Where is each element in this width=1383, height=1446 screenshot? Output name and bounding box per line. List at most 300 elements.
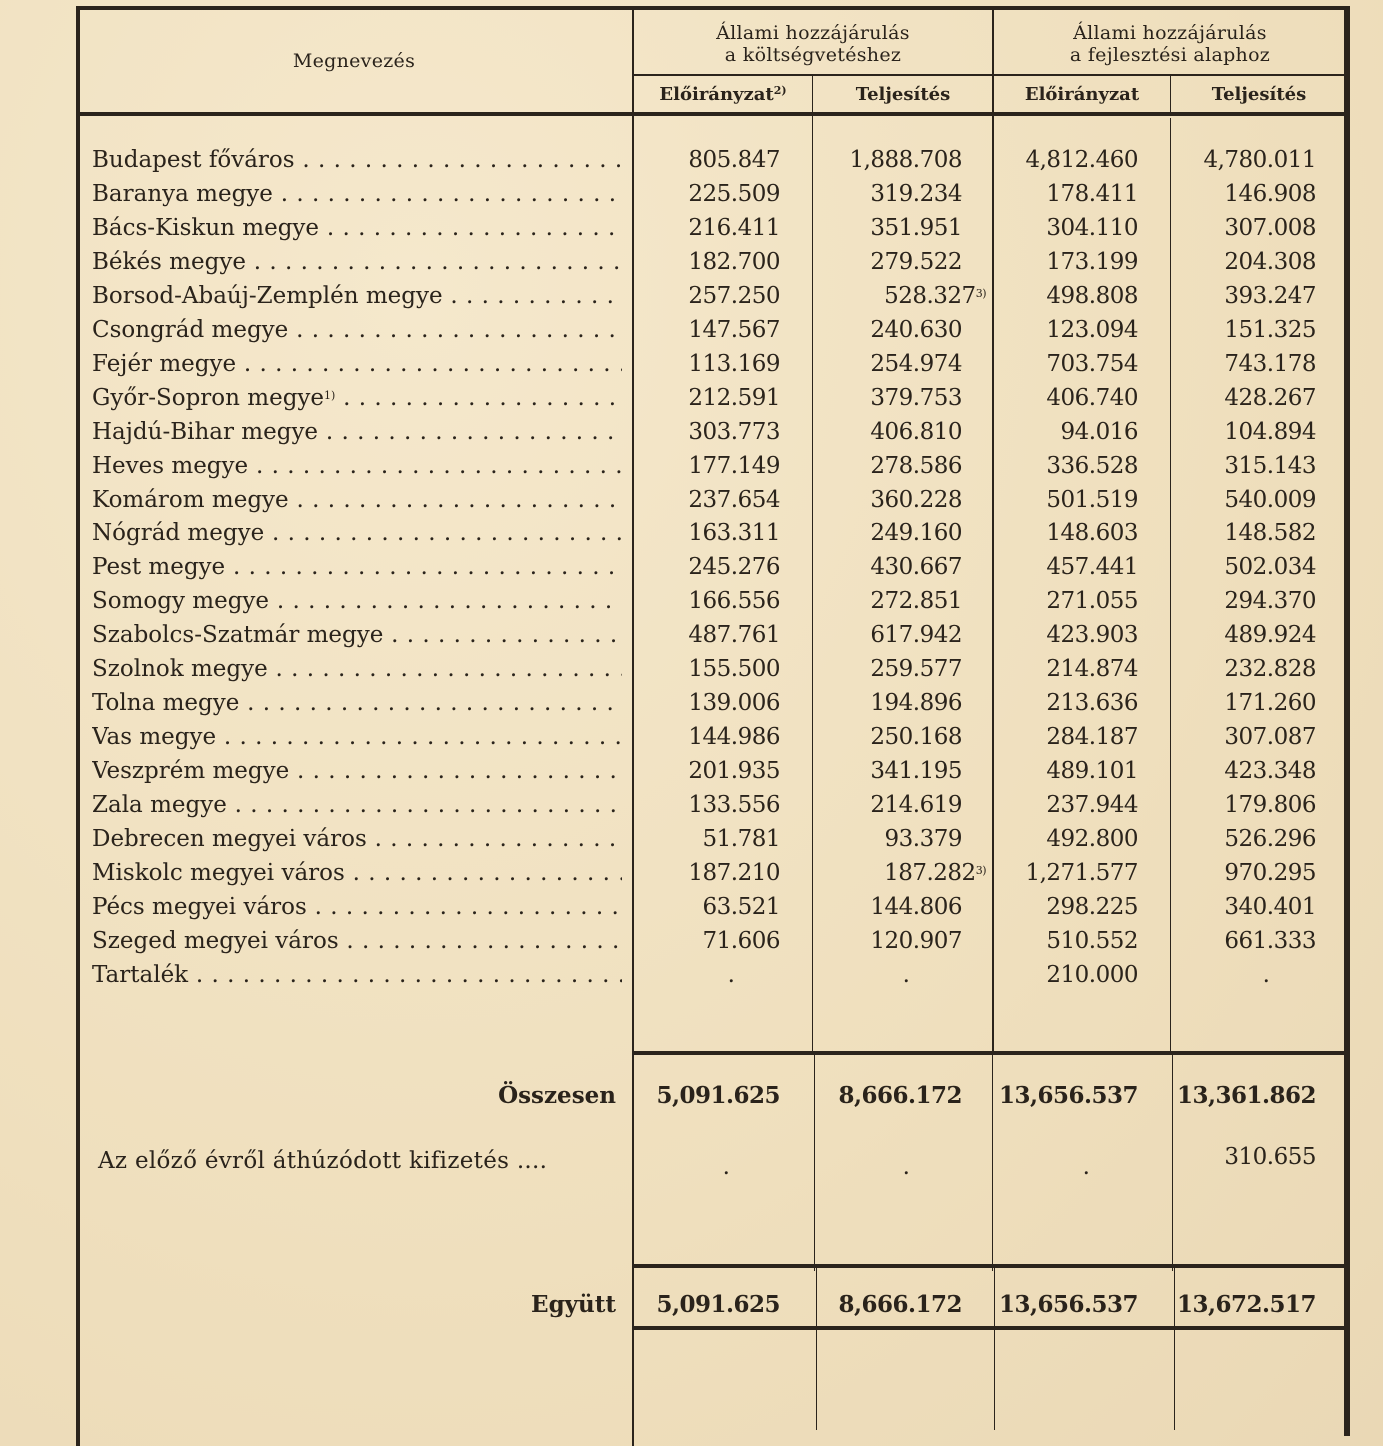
cell-value [636, 958, 826, 992]
table-row [76, 550, 1350, 584]
row-name-text: Tolna megye [92, 690, 240, 717]
row-name-text: Győr-Sopron megye [92, 384, 325, 411]
row-name-text: Baranya megye [92, 180, 273, 207]
cell-value [992, 856, 1138, 890]
cell-value [816, 652, 962, 686]
cell-value-text: 430.667 [870, 554, 962, 581]
cell-value-text: 279.522 [870, 248, 962, 275]
cell-value [992, 279, 1138, 313]
cell-value [1170, 449, 1316, 483]
grand-total-value: 13,656.537 [998, 1291, 1138, 1318]
cell-value-text: 307.087 [1224, 724, 1316, 751]
cell-value [992, 415, 1138, 449]
cell-value-text: 171.260 [1224, 690, 1316, 717]
row-name-text: Miskolc megyei város [92, 859, 345, 886]
cell-value-text: 340.401 [1224, 893, 1316, 920]
cell-value [1170, 618, 1316, 652]
row-name-text: Bács-Kiskun megye [92, 214, 320, 241]
cell-value-text: 155.500 [688, 656, 780, 683]
row-name [92, 415, 622, 449]
total-value: 5,091.625 [656, 1082, 780, 1109]
total-value: 13,656.537 [998, 1082, 1138, 1109]
cell-value [636, 788, 780, 822]
cell-value [992, 516, 1138, 550]
cell-value [816, 618, 962, 652]
cell-value [636, 483, 780, 517]
cell-value [816, 245, 962, 279]
header-sub-col1-label: Előirányzat [659, 84, 774, 105]
cell-value [1170, 516, 1316, 550]
cell-value-text: 502.034 [1224, 554, 1316, 581]
budget-table [76, 6, 1350, 1446]
cell-value-text: 315.143 [1224, 452, 1316, 479]
row-name [92, 686, 622, 720]
cell-value [816, 822, 962, 856]
row-name [92, 856, 622, 890]
grand-total-value: 8,666.172 [838, 1291, 962, 1318]
row-name-text: Szabolcs-Szatmár megye [92, 622, 384, 649]
cell-value-text: 284.187 [1046, 724, 1138, 751]
cell-value-text: 805.847 [688, 147, 780, 173]
cell-value-text: 457.441 [1046, 554, 1138, 581]
row-name [92, 822, 622, 856]
table-row [76, 516, 1350, 550]
cell-value [816, 584, 962, 618]
cell-value [636, 449, 780, 483]
row-name-text: Komárom megye [92, 486, 289, 513]
cell-value [1170, 924, 1316, 958]
cell-value [636, 313, 780, 347]
cell-value [636, 415, 780, 449]
cell-value [992, 381, 1138, 415]
row-name-text: Veszprém megye [92, 758, 290, 785]
cell-value-text: 144.806 [870, 893, 962, 920]
cell-value [636, 890, 780, 924]
cell-value-text: . [902, 961, 910, 988]
cell-value-text: 148.603 [1046, 520, 1138, 547]
table-row [76, 449, 1350, 483]
row-name [92, 618, 622, 652]
cell-value [1170, 177, 1316, 211]
cell-value-text: 204.308 [1224, 248, 1316, 275]
header-sub-col2: Teljesítés [855, 84, 951, 105]
carryover-value: . [722, 1154, 730, 1180]
row-name-text: Borsod-Abaúj-Zemplén megye [92, 282, 443, 309]
cell-value [992, 584, 1138, 618]
total-value: 13,361.862 [1176, 1082, 1316, 1109]
cell-value-text: 278.586 [870, 452, 962, 479]
table-top-border [76, 6, 1350, 10]
cell-value-text: 501.519 [1046, 486, 1138, 513]
cell-value [636, 143, 780, 177]
cell-value-text: 147.567 [688, 316, 780, 343]
row-name [92, 449, 622, 483]
table-row [76, 720, 1350, 754]
row-name-text: Heves megye [92, 452, 249, 479]
cell-value-text: 173.199 [1046, 248, 1138, 275]
cell-value-text: 148.582 [1224, 520, 1316, 547]
row-name-text: Pécs megyei város [92, 893, 307, 920]
row-name-text: Somogy megye [92, 588, 270, 615]
cell-value-text: 428.267 [1224, 384, 1316, 411]
table-row [76, 381, 1350, 415]
cell-value [1170, 347, 1316, 381]
cell-value [636, 211, 780, 245]
cell-value-text: 240.630 [870, 316, 962, 343]
table-row [76, 483, 1350, 517]
cell-value-text: 71.606 [702, 927, 780, 954]
header-group1-line1: Állami hozzájárulás [716, 22, 910, 44]
cell-value [636, 516, 780, 550]
row-name [92, 279, 622, 313]
cell-value-text: 187.210 [688, 859, 780, 886]
table-row [76, 958, 1350, 992]
cell-value [636, 822, 780, 856]
cell-value-text: 423.348 [1224, 758, 1316, 785]
cell-value [992, 313, 1138, 347]
carryover-value: . [902, 1154, 910, 1180]
cell-value-text: 237.944 [1046, 792, 1138, 819]
cell-value-text: 489.924 [1224, 622, 1316, 649]
cell-value-text: 201.935 [688, 758, 780, 785]
header-group2-line1: Állami hozzájárulás [1073, 22, 1267, 44]
grand-total-top-border [632, 1264, 1348, 1268]
cell-value [636, 720, 780, 754]
cell-value [992, 550, 1138, 584]
cell-value-text: 970.295 [1224, 859, 1316, 886]
cell-value-text: 250.168 [870, 724, 962, 751]
cell-value-text: 166.556 [688, 588, 780, 615]
cell-value [816, 924, 962, 958]
row-name-text: Szeged megyei város [92, 927, 339, 954]
cell-value-text: 393.247 [1224, 282, 1316, 309]
grand-total-label: Együtt [531, 1291, 616, 1318]
table-row [76, 686, 1350, 720]
total-row [76, 1079, 1350, 1113]
table-row [76, 822, 1350, 856]
row-name-text: Vas megye [92, 724, 217, 751]
cell-value-text: 182.700 [688, 248, 780, 275]
row-name [92, 143, 622, 177]
row-name [92, 347, 622, 381]
cell-value [1170, 856, 1316, 890]
cell-value [816, 279, 986, 313]
total-top-border [632, 1051, 1348, 1055]
cell-value-text: 336.528 [1046, 452, 1138, 479]
cell-value-text: 510.552 [1046, 927, 1138, 954]
header-sub-col4: Teljesítés [1211, 84, 1307, 105]
cell-value [636, 245, 780, 279]
table-row [76, 245, 1350, 279]
cell-value-text: 254.974 [870, 350, 962, 377]
table-row [76, 924, 1350, 958]
cell-value-text: 271.055 [1046, 588, 1138, 615]
cell-value-text: 528.327 [884, 282, 976, 309]
cell-value [1170, 415, 1316, 449]
row-name [92, 516, 622, 550]
cell-value-text: 163.311 [688, 520, 780, 547]
cell-value [1170, 686, 1316, 720]
cell-value [992, 618, 1138, 652]
carryover-value: . [1082, 1154, 1090, 1180]
cell-value [992, 958, 1138, 992]
cell-value [816, 788, 962, 822]
row-name [92, 584, 622, 618]
total-label: Összesen [498, 1082, 616, 1109]
cell-value [636, 686, 780, 720]
cell-value-text: 272.851 [870, 588, 962, 615]
cell-value-text: 379.753 [870, 384, 962, 411]
cell-value-text: 245.276 [688, 554, 780, 581]
cell-value-text: 133.556 [688, 792, 780, 819]
cell-value [1170, 550, 1316, 584]
grand-total-bottom-border [632, 1326, 1348, 1330]
footnote-marker: 2) [773, 84, 787, 97]
cell-value [1170, 720, 1316, 754]
cell-value [816, 449, 962, 483]
cell-value-text: 144.986 [688, 724, 780, 751]
row-name-text: Debrecen megyei város [92, 826, 367, 852]
footnote-marker: 3) [975, 863, 986, 877]
cell-value [816, 483, 962, 517]
table-row [76, 211, 1350, 245]
total-value: 8,666.172 [838, 1082, 962, 1109]
cell-value-text: 294.370 [1224, 588, 1316, 615]
carryover-label: Az előző évről áthúzódott kifizetés .... [98, 1148, 548, 1174]
cell-value [816, 516, 962, 550]
table-row [76, 652, 1350, 686]
row-name [92, 720, 622, 754]
cell-value-text: 123.094 [1046, 316, 1138, 343]
cell-value-text: 120.907 [870, 927, 962, 954]
carryover-value: 310.655 [1224, 1144, 1316, 1170]
cell-value-text: 743.178 [1224, 350, 1316, 377]
cell-value-text: 94.016 [1060, 418, 1138, 445]
cell-value [816, 177, 962, 211]
row-name-text: Budapest főváros [92, 147, 295, 173]
row-name [92, 381, 622, 415]
cell-value-text: 1,888.708 [849, 147, 962, 173]
cell-value [992, 686, 1138, 720]
cell-value-text: 214.619 [870, 792, 962, 819]
cell-value [816, 720, 962, 754]
row-name [92, 754, 622, 788]
cell-value [1170, 788, 1316, 822]
row-name-text: Csongrád megye [92, 316, 289, 343]
row-name [92, 177, 622, 211]
cell-value [992, 822, 1138, 856]
row-name-text: Zala megye [92, 792, 227, 819]
table-row [76, 788, 1350, 822]
row-name-text: Hajdú-Bihar megye [92, 418, 319, 445]
cell-value-text: 237.654 [688, 486, 780, 513]
cell-value-text: . [727, 961, 735, 988]
cell-value [1170, 652, 1316, 686]
cell-value-text: 257.250 [688, 282, 780, 309]
cell-value-text: 212.591 [688, 384, 780, 411]
cell-value-text: 225.509 [688, 180, 780, 207]
cell-value-text: 179.806 [1224, 792, 1316, 819]
column-divider [1170, 76, 1171, 112]
cell-value [992, 347, 1138, 381]
row-name [92, 924, 622, 958]
cell-value [1176, 958, 1356, 992]
cell-value-text: 194.896 [870, 690, 962, 717]
header-group1-line2: a költségvetéshez [724, 44, 902, 66]
cell-value-text: 4,812.460 [1025, 147, 1138, 173]
cell-value [816, 754, 962, 788]
table-row [76, 415, 1350, 449]
header-divider [632, 74, 1348, 76]
table-row [76, 279, 1350, 313]
cell-value [1170, 381, 1316, 415]
cell-value-text: 351.951 [870, 214, 962, 241]
header-name-column: Megnevezés [292, 50, 416, 72]
cell-value [816, 550, 962, 584]
cell-value [992, 177, 1138, 211]
cell-value-text: 303.773 [688, 418, 780, 445]
cell-value [816, 686, 962, 720]
cell-value-text: 249.160 [870, 520, 962, 547]
cell-value [1170, 890, 1316, 924]
table-row [76, 313, 1350, 347]
grand-total-row [76, 1288, 1350, 1322]
cell-value [816, 211, 962, 245]
cell-value-text: 259.577 [870, 656, 962, 683]
cell-value-text: 406.740 [1046, 384, 1138, 411]
cell-value [992, 245, 1138, 279]
cell-value [636, 279, 780, 313]
row-name [92, 788, 622, 822]
cell-value [636, 381, 780, 415]
table-row [76, 618, 1350, 652]
cell-value [992, 754, 1138, 788]
row-name [92, 313, 622, 347]
cell-value-text: 661.333 [1224, 927, 1316, 954]
cell-value [816, 347, 962, 381]
cell-value-text: 540.009 [1224, 486, 1316, 513]
cell-value [636, 550, 780, 584]
cell-value-text: 146.908 [1224, 180, 1316, 207]
cell-value-text: 104.894 [1224, 418, 1316, 445]
row-name-text: Fejér megye [92, 350, 237, 377]
header-group2-line2: a fejlesztési alaphoz [1069, 44, 1271, 66]
table-row [76, 754, 1350, 788]
row-name-text: Nógrád megye [92, 520, 265, 547]
cell-value [1170, 313, 1316, 347]
footnote-marker: 3) [975, 286, 986, 300]
cell-value [636, 177, 780, 211]
cell-value [636, 652, 780, 686]
cell-value-text: 113.169 [688, 350, 780, 377]
cell-value [816, 415, 962, 449]
cell-value [992, 483, 1138, 517]
cell-value-text: 210.000 [1046, 961, 1138, 988]
cell-value [636, 347, 780, 381]
row-name-text: Pest megye [92, 554, 226, 581]
row-name [92, 483, 622, 517]
cell-value-text: 703.754 [1046, 350, 1138, 377]
cell-value [816, 958, 996, 992]
cell-value-text: 151.325 [1224, 316, 1316, 343]
grand-total-value: 5,091.625 [656, 1291, 780, 1318]
cell-value [636, 924, 780, 958]
cell-value-text: 139.006 [688, 690, 780, 717]
cell-value [992, 890, 1138, 924]
cell-value-text: 360.228 [870, 486, 962, 513]
cell-value-text: 216.411 [688, 214, 780, 241]
grand-total-value: 13,672.517 [1176, 1291, 1316, 1318]
cell-value-text: 489.101 [1046, 758, 1138, 785]
table-row [76, 584, 1350, 618]
cell-value-text: 304.110 [1046, 214, 1138, 241]
cell-value [992, 652, 1138, 686]
cell-value [816, 890, 962, 924]
cell-value-text: . [1262, 961, 1270, 988]
cell-value [816, 313, 962, 347]
header-bottom-border [76, 112, 1348, 116]
cell-value [636, 618, 780, 652]
cell-value-text: 214.874 [1046, 656, 1138, 683]
cell-value [636, 754, 780, 788]
cell-value [992, 211, 1138, 245]
row-name-text: Szolnok megye [92, 656, 268, 683]
cell-value [816, 856, 986, 890]
cell-value-text: 51.781 [702, 826, 780, 852]
cell-value [1170, 245, 1316, 279]
cell-value [816, 143, 962, 177]
cell-value [1170, 483, 1316, 517]
cell-value-text: 187.282 [884, 859, 976, 886]
cell-value-text: 617.942 [870, 622, 962, 649]
table-row [76, 856, 1350, 890]
header-sub-col3: Előirányzat [1024, 84, 1140, 105]
cell-value [1170, 584, 1316, 618]
cell-value [992, 449, 1138, 483]
row-name-text: Tartalék [92, 961, 189, 988]
cell-value-text: 319.234 [870, 180, 962, 207]
carryover-row [76, 1144, 1350, 1178]
cell-value [1170, 822, 1316, 856]
cell-value-text: 492.800 [1046, 826, 1138, 852]
cell-value-text: 4,780.011 [1203, 147, 1316, 173]
cell-value-text: 406.810 [870, 418, 962, 445]
row-name [92, 550, 622, 584]
footnote-marker: 1) [324, 388, 336, 402]
cell-value [636, 584, 780, 618]
cell-value [1170, 211, 1316, 245]
table-row [76, 177, 1350, 211]
cell-value-text: 93.379 [884, 826, 962, 852]
row-name [92, 211, 622, 245]
cell-value [992, 720, 1138, 754]
cell-value-text: 298.225 [1046, 893, 1138, 920]
cell-value [1170, 279, 1316, 313]
cell-value-text: 63.521 [702, 893, 780, 920]
cell-value-text: 1,271.577 [1025, 859, 1138, 886]
row-name [92, 958, 622, 992]
cell-value-text: 498.808 [1046, 282, 1138, 309]
cell-value [992, 788, 1138, 822]
cell-value-text: 487.761 [688, 622, 780, 649]
cell-value [1170, 143, 1316, 177]
cell-value [816, 381, 962, 415]
table-row [76, 347, 1350, 381]
row-name [92, 245, 622, 279]
cell-value-text: 178.411 [1046, 180, 1138, 207]
cell-value [992, 924, 1138, 958]
header-sub-col1 [634, 84, 812, 106]
